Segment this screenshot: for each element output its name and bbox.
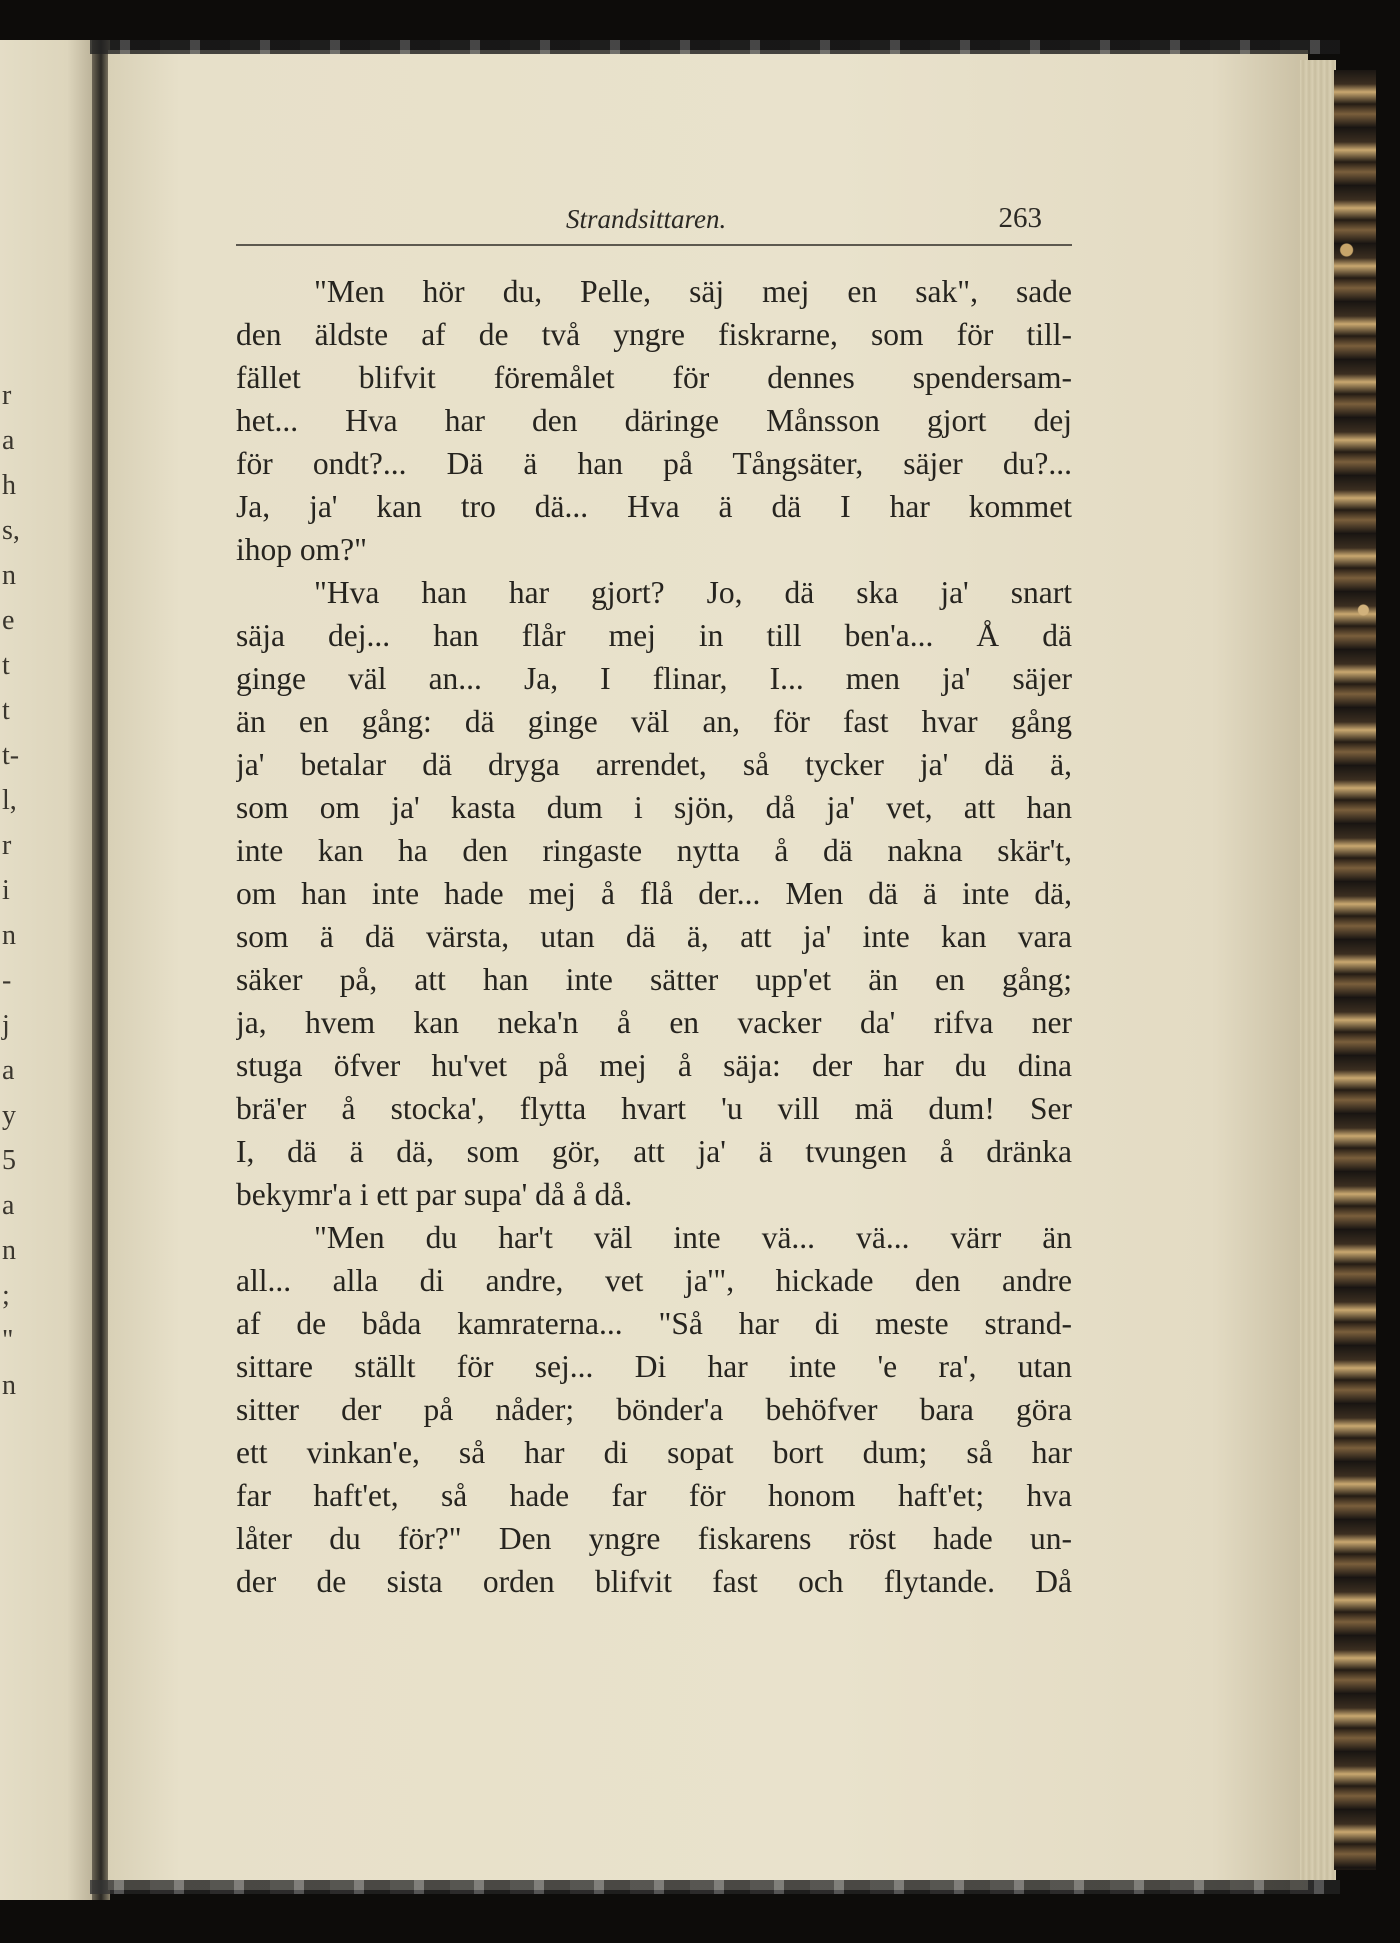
text-line: "Men du har't väl inte vä... vä... värr än — [314, 1220, 1072, 1255]
text-line: af de båda kamraterna... "Så har di meste strand- — [236, 1306, 1072, 1341]
text-line: bekymr'a i ett par supa' då å då. — [236, 1177, 633, 1212]
bottom-cover-edge — [90, 1880, 1340, 1894]
left-page-fragment: t- — [2, 740, 20, 771]
left-page-edge — [0, 40, 96, 1900]
running-header — [236, 200, 1072, 242]
left-page-fragment: ; — [2, 1280, 10, 1311]
left-page-fragment: n — [2, 920, 16, 951]
text-line: stuga öfver hu'vet på mej å säja: der har du dina — [236, 1048, 1072, 1083]
left-page-fragment: t — [2, 650, 10, 681]
text-line: der de sista orden blifvit fast och flytande. Då — [236, 1564, 1072, 1599]
left-page-fragment: i — [2, 875, 10, 906]
marbled-cover-edge — [1334, 70, 1376, 1870]
text-line: fället blifvit föremålet för dennes spendersam- — [236, 360, 1072, 395]
left-page-fragment: n — [2, 1370, 16, 1401]
text-line: än en gång: dä ginge väl an, för fast hvar gång — [236, 704, 1072, 739]
left-page-fragment: - — [2, 965, 12, 996]
page-number: 263 — [998, 202, 1042, 234]
text-line: låter du för?" Den yngre fiskarens röst hade un- — [236, 1521, 1072, 1556]
top-cover-edge — [90, 40, 1340, 54]
text-line: sitter der på nåder; bönder'a behöfver bara göra — [236, 1392, 1072, 1427]
left-page-fragment: h — [2, 470, 16, 501]
page-stack-edge — [1300, 60, 1336, 1880]
text-line: ett vinkan'e, så har di sopat bort dum; så har — [236, 1435, 1072, 1470]
text-line: säker på, att han inte sätter upp'et än en gång; — [236, 962, 1072, 997]
header-rule — [236, 244, 1072, 246]
text-line: ginge väl an... Ja, I flinar, I... men ja' säjer — [236, 661, 1072, 696]
left-page-fragment: " — [2, 1325, 14, 1356]
text-line: som om ja' kasta dum i sjön, då ja' vet, att han — [236, 790, 1072, 825]
left-page-fragment: 5 — [2, 1145, 16, 1176]
body-text — [236, 270, 1072, 1603]
text-line: den äldste af de två yngre fiskrarne, som för till- — [236, 317, 1072, 352]
text-line: inte kan ha den ringaste nytta å dä nakna skär't, — [236, 833, 1072, 868]
text-line: all... alla di andre, vet ja'", hickade den andre — [236, 1263, 1072, 1298]
left-page-fragment: y — [2, 1100, 16, 1131]
left-page-text-fragments — [0, 40, 96, 1900]
text-line: som ä dä värsta, utan dä ä, att ja' inte kan vara — [236, 919, 1072, 954]
text-line: "Hva han har gjort? Jo, dä ska ja' snart — [314, 575, 1072, 610]
text-line: brä'er å stocka', flytta hvart 'u vill mä dum! Ser — [236, 1091, 1072, 1126]
text-line: "Men hör du, Pelle, säj mej en sak", sade — [314, 274, 1072, 309]
text-line: far haft'et, så hade far för honom haft'et; hva — [236, 1478, 1072, 1513]
text-line: ja, hvem kan neka'n å en vacker da' rifva ner — [236, 1005, 1072, 1040]
left-page-fragment: r — [2, 830, 12, 861]
text-line: om han inte hade mej å flå der... Men dä ä inte dä, — [236, 876, 1072, 911]
left-page-fragment: l, — [2, 785, 17, 816]
left-page-fragment: e — [2, 605, 15, 636]
left-page-fragment: a — [2, 425, 15, 456]
text-line: för ondt?... Dä ä han på Tångsäter, säjer du?... — [236, 446, 1072, 481]
text-line: Ja, ja' kan tro dä... Hva ä dä I har kommet — [236, 489, 1072, 524]
left-page-fragment: s, — [2, 515, 20, 546]
running-title: Strandsittaren. — [566, 204, 727, 234]
text-line: I, dä ä dä, som gör, att ja' ä tvungen å dränka — [236, 1134, 1072, 1169]
text-line: säja dej... han flår mej in till ben'a... Å dä — [236, 618, 1072, 653]
text-line: ja' betalar dä dryga arrendet, så tycker ja' dä ä, — [236, 747, 1072, 782]
text-line: het... Hva har den däringe Månsson gjort dej — [236, 403, 1072, 438]
left-page-fragment: j — [2, 1010, 10, 1041]
left-page-fragment: t — [2, 695, 10, 726]
left-page-fragment: n — [2, 560, 16, 591]
left-page-fragment: a — [2, 1190, 15, 1221]
text-line: sittare ställt för sej... Di har inte 'e ra', utan — [236, 1349, 1072, 1384]
left-page-fragment: r — [2, 380, 12, 411]
text-line: ihop om?" — [236, 532, 367, 567]
left-page-fragment: n — [2, 1235, 16, 1266]
left-page-fragment: a — [2, 1055, 15, 1086]
